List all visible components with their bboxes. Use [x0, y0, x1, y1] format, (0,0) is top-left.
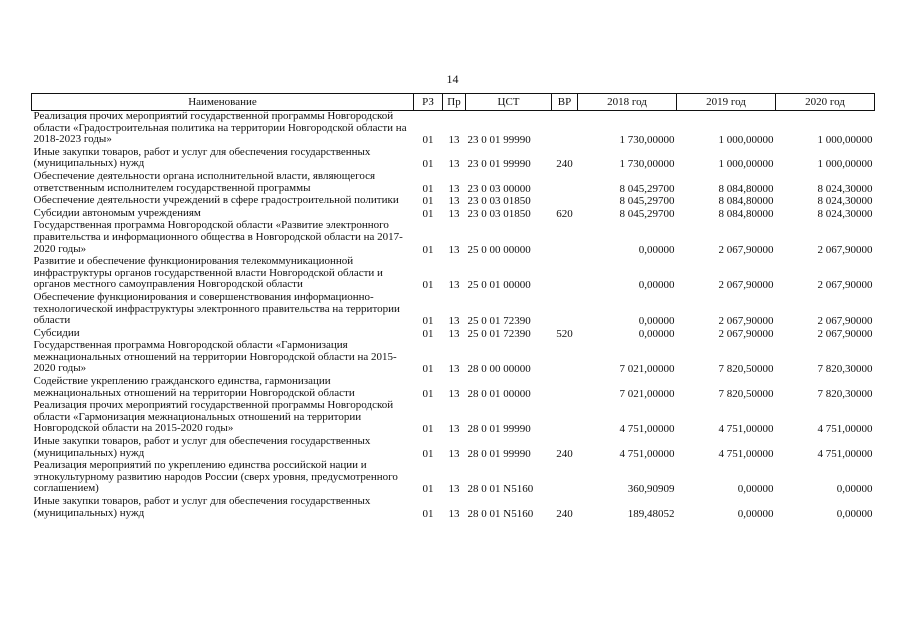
row-2018: 8 045,29700 [619, 195, 675, 208]
row-2019: 7 820,50000 [718, 363, 774, 376]
row-2020: 1 000,00000 [817, 158, 873, 171]
row-2020: 2 067,90000 [817, 243, 873, 256]
row-cst: 23 0 03 01850 [467, 207, 531, 220]
row-2019: 1 000,00000 [718, 134, 774, 147]
row-2018: 189,48052 [627, 507, 675, 520]
row-pr: 13 [448, 387, 460, 400]
row-cst: 25 0 01 72390 [467, 327, 531, 340]
row-2018: 0,00000 [638, 327, 675, 340]
row-rz: 01 [422, 134, 434, 147]
budget-table [31, 93, 875, 520]
row-pr: 13 [448, 447, 460, 460]
row-vr: 520 [556, 327, 573, 340]
row-vr [552, 195, 578, 208]
row-2019: 8 084,80000 [718, 195, 774, 208]
row-vr [552, 292, 578, 328]
row-pr: 13 [448, 327, 460, 340]
row-2020: 2 067,90000 [817, 327, 873, 340]
row-2018: 360,90909 [627, 483, 675, 496]
row-name: Реализация прочих мероприятий государственной программы Новгородской области «Гармонизация межнациональных отношений на территории Новгородской области на 2015-2020 годы» [33, 399, 394, 435]
row-vr: 240 [556, 447, 573, 460]
table-row [32, 147, 875, 171]
header-2020: 2020 год [776, 94, 875, 111]
row-rz: 01 [422, 195, 434, 208]
row-2020: 4 751,00000 [817, 447, 873, 460]
row-2020: 1 000,00000 [817, 134, 873, 147]
row-pr: 13 [448, 182, 460, 195]
table-row [32, 436, 875, 460]
row-2018: 0,00000 [638, 279, 675, 292]
row-name: Реализация мероприятий по укреплению единства российской нации и этнокультурному развитию народов России (сверх уровня, предусмотренного соглашением) [33, 459, 398, 495]
table-row [32, 111, 875, 147]
row-name: Государственная программа Новгородской области «Развитие электронного правительства и информационного общества в Новгородской области на 2017-2020 годы» [33, 219, 403, 255]
row-cst: 23 0 03 01850 [467, 195, 531, 208]
row-2020: 2 067,90000 [817, 279, 873, 292]
row-2018: 4 751,00000 [619, 423, 675, 436]
row-rz: 01 [422, 279, 434, 292]
row-vr [552, 256, 578, 292]
row-pr: 13 [448, 279, 460, 292]
row-name: Государственная программа Новгородской области «Гармонизация межнациональных отношений на территории Новгородской области на 2015-2020 годы» [33, 339, 397, 375]
row-rz: 01 [422, 423, 434, 436]
row-2018: 7 021,00000 [619, 363, 675, 376]
row-vr [552, 171, 578, 195]
row-rz: 01 [422, 507, 434, 520]
row-2019: 0,00000 [737, 507, 774, 520]
row-pr: 13 [448, 483, 460, 496]
row-cst: 28 0 01 99990 [467, 423, 531, 436]
row-rz: 01 [422, 363, 434, 376]
row-name: Обеспечение функционирования и совершенствования информационно- технологической инфраструктуры электронного правительства на территории области [33, 290, 400, 327]
row-name: Обеспечение деятельности учреждений в сфере градостроительной политики [33, 194, 399, 207]
row-2020: 0,00000 [836, 483, 873, 496]
row-2020: 8 024,30000 [817, 195, 873, 208]
row-name: Субсидии автономым учреждениям [33, 206, 201, 219]
row-2018: 7 021,00000 [619, 387, 675, 400]
row-name: Содействие укреплению гражданского единства, гармонизации межнациональных отношений на территории Новгородской области [33, 375, 355, 399]
row-2020: 7 820,30000 [817, 387, 873, 400]
page-number: 14 [446, 72, 459, 86]
row-name: Иные закупки товаров, работ и услуг для обеспечения государственных (муниципальных) нужд [33, 495, 371, 519]
row-vr [552, 376, 578, 400]
table-row [32, 496, 875, 520]
table-row [32, 460, 875, 496]
row-2019: 2 067,90000 [718, 327, 774, 340]
row-name: Развитие и обеспечение функционирования телекоммуникационной инфраструктуры органов государственной власти Новгородской области и органов местного самоуправления Новгородской области [33, 255, 383, 291]
row-cst: 28 0 01 99990 [467, 447, 531, 460]
row-pr: 13 [448, 195, 460, 208]
row-2018: 8 045,29700 [619, 182, 675, 195]
row-vr [552, 220, 578, 256]
row-rz: 01 [422, 483, 434, 496]
row-2018: 4 751,00000 [619, 447, 675, 460]
row-vr [552, 460, 578, 496]
row-vr: 240 [556, 507, 573, 520]
row-rz: 01 [422, 243, 434, 256]
row-2020: 8 024,30000 [817, 182, 873, 195]
row-2019: 7 820,50000 [718, 387, 774, 400]
row-pr: 13 [448, 507, 460, 520]
row-rz: 01 [422, 182, 434, 195]
header-2019: 2019 год [677, 94, 776, 111]
row-pr: 13 [448, 207, 460, 220]
row-pr: 13 [448, 315, 460, 328]
row-2019: 4 751,00000 [718, 447, 774, 460]
table-row [32, 340, 875, 376]
row-2020: 0,00000 [836, 507, 873, 520]
row-rz: 01 [422, 447, 434, 460]
row-cst: 28 0 00 00000 [467, 363, 531, 376]
table-row [32, 220, 875, 256]
table-row [32, 292, 875, 328]
row-2020: 7 820,30000 [817, 363, 873, 376]
table-row [32, 376, 875, 400]
row-cst: 23 0 03 00000 [467, 182, 531, 195]
header-cst: ЦСТ [466, 94, 552, 111]
row-2020: 8 024,30000 [817, 207, 873, 220]
row-2020: 2 067,90000 [817, 315, 873, 328]
table-row [32, 171, 875, 195]
row-vr [552, 340, 578, 376]
row-2018: 0,00000 [638, 243, 675, 256]
row-2018: 0,00000 [638, 315, 675, 328]
row-vr: 620 [556, 207, 573, 220]
header-pr: Пр [443, 94, 466, 111]
row-2019: 4 751,00000 [718, 423, 774, 436]
row-2018: 1 730,00000 [619, 158, 675, 171]
row-cst: 23 0 01 99990 [467, 134, 531, 147]
row-cst: 25 0 01 72390 [467, 315, 531, 328]
row-pr: 13 [448, 134, 460, 147]
row-2020: 4 751,00000 [817, 423, 873, 436]
row-2019: 2 067,90000 [718, 279, 774, 292]
row-pr: 13 [448, 158, 460, 171]
table-header-row [32, 94, 875, 111]
row-vr: 240 [556, 158, 573, 171]
row-pr: 13 [448, 423, 460, 436]
table-row [32, 400, 875, 436]
row-2018: 1 730,00000 [619, 134, 675, 147]
row-2019: 2 067,90000 [718, 315, 774, 328]
row-cst: 25 0 01 00000 [467, 279, 531, 292]
row-name: Субсидии [33, 326, 80, 339]
row-vr [552, 111, 578, 147]
row-rz: 01 [422, 158, 434, 171]
row-rz: 01 [422, 387, 434, 400]
header-2018: 2018 год [578, 94, 677, 111]
row-2019: 8 084,80000 [718, 207, 774, 220]
row-2019: 2 067,90000 [718, 243, 774, 256]
header-rz: РЗ [414, 94, 443, 111]
row-cst: 28 0 01 00000 [467, 387, 531, 400]
row-cst: 23 0 01 99990 [467, 158, 531, 171]
row-name: Реализация прочих мероприятий государственной программы Новгородской области «Градостроительная политика на территории Новгородской области на 2018-2023 годы» [33, 110, 407, 146]
row-rz: 01 [422, 327, 434, 340]
table-row [32, 256, 875, 292]
table-row [32, 195, 875, 208]
header-name: Наименование [32, 94, 414, 111]
row-rz: 01 [422, 315, 434, 328]
header-vr: ВР [552, 94, 578, 111]
row-2018: 8 045,29700 [619, 207, 675, 220]
row-cst: 25 0 00 00000 [467, 243, 531, 256]
row-cst: 28 0 01 N5160 [467, 507, 534, 520]
row-2019: 0,00000 [737, 483, 774, 496]
row-pr: 13 [448, 363, 460, 376]
row-vr [552, 400, 578, 436]
row-cst: 28 0 01 N5160 [467, 483, 534, 496]
row-name: Обеспечение деятельности органа исполнительной власти, являющегося ответственным исполнителем государственной программы [33, 169, 376, 194]
row-2019: 1 000,00000 [718, 158, 774, 171]
row-name: Иные закупки товаров, работ и услуг для обеспечения государственных (муниципальных) нужд [33, 145, 371, 170]
row-pr: 13 [448, 243, 460, 256]
row-rz: 01 [422, 207, 434, 220]
row-2019: 8 084,80000 [718, 182, 774, 195]
row-name: Иные закупки товаров, работ и услуг для обеспечения государственных (муниципальных) нужд [33, 435, 371, 459]
